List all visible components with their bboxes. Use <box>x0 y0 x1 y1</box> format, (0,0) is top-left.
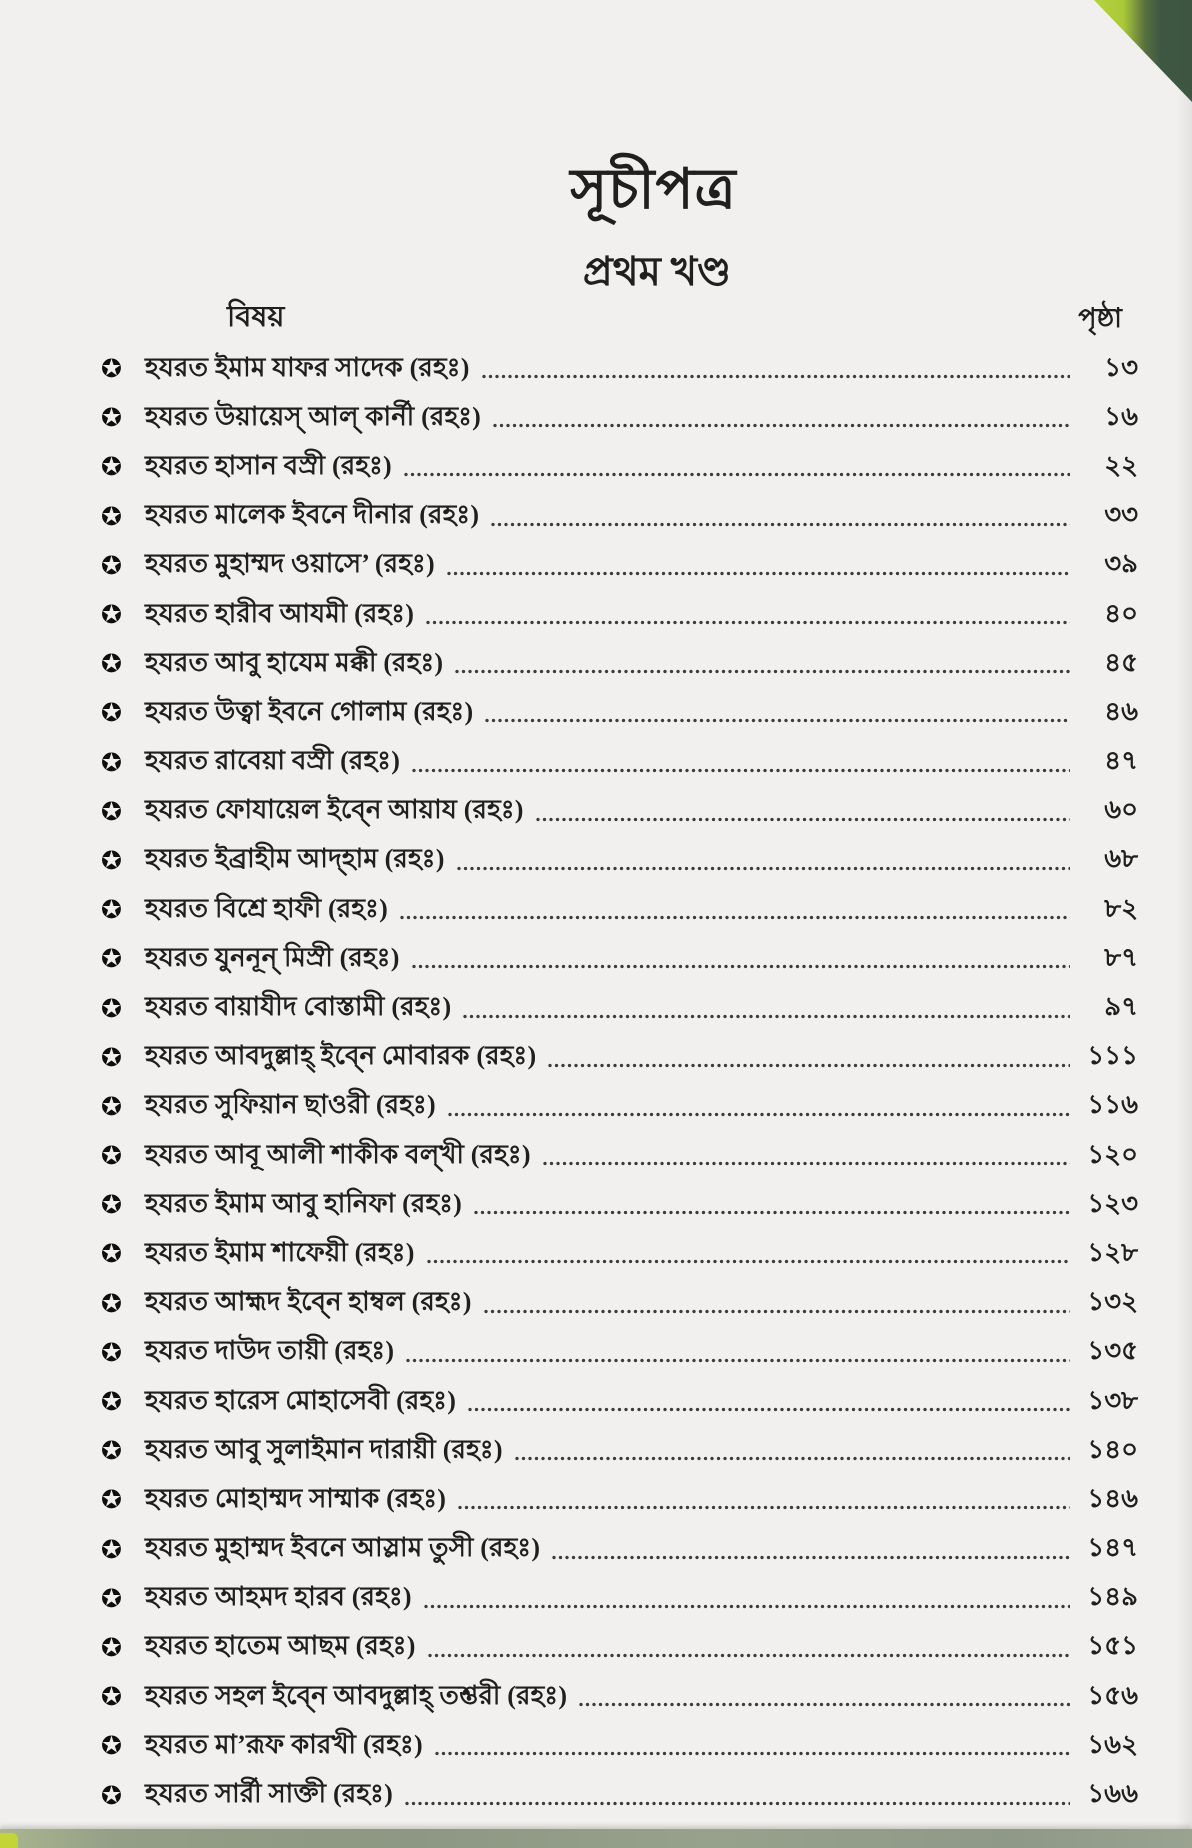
toc-entry-row <box>0 1426 1192 1475</box>
dotted-leader <box>548 1063 1070 1068</box>
dotted-leader <box>404 472 1070 477</box>
entry-page-number: ১৬২ <box>1087 1729 1138 1759</box>
toc-entry-row <box>0 836 1192 885</box>
star-bullet-icon: ✪ <box>101 1780 122 1810</box>
entry-page-number: ৪৭ <box>1104 746 1138 776</box>
star-bullet-icon: ✪ <box>101 1387 122 1417</box>
entry-title: হযরত মালেক ইবনে দীনার (রহঃ) <box>145 500 480 530</box>
dotted-leader <box>447 571 1070 576</box>
entry-page-number: ১১৬ <box>1087 1090 1138 1120</box>
entry-page-number: ১৫৬ <box>1087 1680 1138 1710</box>
star-bullet-icon: ✪ <box>101 1436 122 1466</box>
entry-page-number: ১৩২ <box>1087 1287 1138 1317</box>
entry-title: হযরত ইব্রাহীম আদ্হাম (রহঃ) <box>145 844 445 874</box>
dotted-leader <box>424 1604 1070 1609</box>
toc-entry-row <box>0 393 1192 442</box>
toc-entry-row <box>0 688 1192 737</box>
entry-title: হযরত হারীব আযমী (রহঃ) <box>145 598 415 628</box>
entry-title: হযরত সুফিয়ান ছাওরী (রহঃ) <box>145 1090 436 1120</box>
dotted-leader <box>412 768 1070 773</box>
dotted-leader <box>405 1801 1070 1806</box>
star-bullet-icon: ✪ <box>101 649 122 679</box>
star-bullet-icon: ✪ <box>101 747 122 777</box>
entry-title: হযরত দাউদ তায়ী (রহঃ) <box>145 1336 395 1366</box>
toc-entry-row <box>0 1131 1192 1180</box>
entry-page-number: ৪০ <box>1104 598 1138 628</box>
star-bullet-icon: ✪ <box>101 944 122 974</box>
toc-entry-row <box>0 492 1192 541</box>
dotted-leader <box>484 1309 1070 1314</box>
dotted-leader <box>493 423 1070 428</box>
star-bullet-icon: ✪ <box>101 1091 122 1121</box>
entry-title: হযরত যুননূন্ মিস্রী (রহঃ) <box>145 942 400 972</box>
dotted-leader <box>412 964 1070 969</box>
entry-page-number: ৪৬ <box>1104 696 1138 726</box>
dotted-leader <box>435 1751 1070 1756</box>
entry-title: হযরত ফোযায়েল ইব্নে আয়ায (রহঃ) <box>145 795 524 825</box>
entry-title: হযরত সার্রী সাক্তী (রহঃ) <box>145 1779 393 1809</box>
entry-title: হযরত উত্বা ইবনে গোলাম (রহঃ) <box>145 696 474 726</box>
star-bullet-icon: ✪ <box>101 993 122 1023</box>
entry-title: হযরত আবু সুলাইমান দারায়ী (রহঃ) <box>145 1434 503 1464</box>
entry-title: হযরত বায়াযীদ বোস্তামী (রহঃ) <box>145 992 452 1022</box>
entry-page-number: ৩৩ <box>1104 500 1138 530</box>
toc-entry-row <box>0 1672 1192 1721</box>
entry-page-number: ১৬৬ <box>1087 1779 1138 1809</box>
star-bullet-icon: ✪ <box>101 895 122 925</box>
entry-page-number: ১২৩ <box>1087 1188 1138 1218</box>
entry-title: হযরত উয়ায়েস্ আল্ কার্নী (রহঃ) <box>145 401 482 431</box>
entry-title: হযরত আবূ আলী শাকীক বল্খী (রহঃ) <box>145 1139 531 1169</box>
dotted-leader <box>448 1112 1070 1117</box>
entry-page-number: ১১১ <box>1087 1041 1138 1071</box>
star-bullet-icon: ✪ <box>101 1731 122 1761</box>
entry-page-number: ৯৭ <box>1104 992 1138 1022</box>
star-bullet-icon: ✪ <box>101 1141 122 1171</box>
entry-page-number: ১৪৬ <box>1087 1483 1138 1513</box>
entry-page-number: ২২ <box>1104 450 1138 480</box>
entry-page-number: ১২৮ <box>1087 1237 1138 1267</box>
toc-entry-row <box>0 1082 1192 1131</box>
toc-entry-row <box>0 1525 1192 1574</box>
entry-title: হযরত সহল ইব্নে আবদুল্লাহ্ তশ্তরী (রহঃ) <box>145 1680 568 1710</box>
dotted-leader <box>400 915 1070 920</box>
entry-page-number: ১৪৭ <box>1087 1533 1138 1563</box>
dotted-leader <box>536 817 1070 822</box>
entry-title: হযরত মা’রূফ কারখী (রহঃ) <box>145 1729 423 1759</box>
entry-page-number: ৬০ <box>1104 795 1138 825</box>
entry-title: হযরত বিশ্রে হাফী (রহঃ) <box>145 893 388 923</box>
star-bullet-icon: ✪ <box>101 1534 122 1564</box>
entry-title: হযরত হারেস মোহাসেবী (রহঃ) <box>145 1385 457 1415</box>
toc-entry-row <box>0 1377 1192 1426</box>
photo-background-corner-spot <box>0 1833 18 1848</box>
dotted-leader <box>491 522 1070 527</box>
dotted-leader <box>463 1014 1070 1019</box>
entry-title: হযরত ইমাম যাফর সাদেক (রহঃ) <box>145 352 470 382</box>
toc-entry-row <box>0 1623 1192 1672</box>
page-title: সূচীপত্র <box>570 159 737 221</box>
column-header-page: পৃষ্ঠা <box>1078 303 1122 333</box>
toc-entry-row <box>0 934 1192 983</box>
entry-title: হযরত মোহাম্মদ সাম্মাক (রহঃ) <box>145 1483 447 1513</box>
toc-entry-row <box>0 787 1192 836</box>
dotted-leader <box>458 1505 1070 1510</box>
entry-title: হযরত আহমদ হারব (রহঃ) <box>145 1582 412 1612</box>
entry-page-number: ১৬ <box>1104 401 1138 431</box>
star-bullet-icon: ✪ <box>101 1042 122 1072</box>
entry-page-number: ১২০ <box>1087 1139 1138 1169</box>
entry-title: হযরত হাতেম আছম (রহঃ) <box>145 1631 416 1661</box>
entry-page-number: ৮৭ <box>1104 942 1138 972</box>
star-bullet-icon: ✪ <box>101 1682 122 1712</box>
star-bullet-icon: ✪ <box>101 1632 122 1662</box>
entry-page-number: ১৪৯ <box>1087 1582 1138 1612</box>
toc-entry-row <box>0 1180 1192 1229</box>
star-bullet-icon: ✪ <box>101 1583 122 1613</box>
dotted-leader <box>428 1653 1070 1658</box>
toc-entry-row <box>0 1574 1192 1623</box>
entry-title: হযরত মুহাম্মদ ওয়াসে’ (রহঃ) <box>145 549 435 579</box>
dotted-leader <box>474 1210 1070 1215</box>
entry-title: হযরত মুহাম্মদ ইবনে আস্লাম তুসী (রহঃ) <box>145 1533 541 1563</box>
dotted-leader <box>426 620 1070 625</box>
entry-page-number: ৪৫ <box>1104 647 1138 677</box>
entry-page-number: ১৩৮ <box>1087 1385 1138 1415</box>
star-bullet-icon: ✪ <box>101 550 122 580</box>
entry-title: হযরত রাবেয়া বস্রী (রহঃ) <box>145 746 401 776</box>
entry-page-number: ৮২ <box>1104 893 1138 923</box>
star-bullet-icon: ✪ <box>101 452 122 482</box>
entry-page-number: ১৫১ <box>1087 1631 1138 1661</box>
dotted-leader <box>579 1702 1070 1707</box>
star-bullet-icon: ✪ <box>101 501 122 531</box>
column-header-subject: বিষয় <box>227 301 285 333</box>
toc-entry-row <box>0 344 1192 393</box>
entry-title: হযরত আহ্মদ ইব্নে হাম্বল (রহঃ) <box>145 1287 472 1317</box>
toc-entry-row <box>0 1770 1192 1819</box>
star-bullet-icon: ✪ <box>101 600 122 630</box>
dotted-leader <box>457 866 1070 871</box>
toc-entry-row <box>0 639 1192 688</box>
toc-entry-row <box>0 442 1192 491</box>
dotted-leader <box>552 1555 1070 1560</box>
star-bullet-icon: ✪ <box>101 354 122 384</box>
toc-entry-row <box>0 590 1192 639</box>
entry-title: হযরত হাসান বস্রী (রহঃ) <box>145 450 392 480</box>
entry-title: হযরত আবু হাযেম মক্কী (রহঃ) <box>145 647 444 677</box>
dotted-leader <box>455 669 1070 674</box>
entry-page-number: ৬৮ <box>1104 844 1138 874</box>
star-bullet-icon: ✪ <box>101 796 122 826</box>
entry-page-number: ১৩৫ <box>1087 1336 1138 1366</box>
dotted-leader <box>515 1456 1070 1461</box>
dotted-leader <box>482 374 1070 379</box>
toc-entry-row <box>0 1328 1192 1377</box>
toc-entry-row <box>0 1721 1192 1770</box>
entry-page-number: ৩৯ <box>1104 549 1138 579</box>
dotted-leader <box>543 1161 1070 1166</box>
entry-page-number: ১৪০ <box>1087 1434 1138 1464</box>
volume-subtitle: প্রথম খণ্ড <box>582 249 732 294</box>
toc-entry-row <box>0 541 1192 590</box>
dotted-leader <box>406 1358 1070 1363</box>
entry-title: হযরত ইমাম আবু হানিফা (রহঃ) <box>145 1188 463 1218</box>
star-bullet-icon: ✪ <box>101 845 122 875</box>
star-bullet-icon: ✪ <box>101 403 122 433</box>
entry-title: হযরত ইমাম শাফেয়ী (রহঃ) <box>145 1237 415 1267</box>
entry-page-number: ১৩ <box>1104 352 1138 382</box>
star-bullet-icon: ✪ <box>101 1190 122 1220</box>
toc-entry-row <box>0 885 1192 934</box>
toc-entry-row <box>0 1279 1192 1328</box>
dotted-leader <box>485 718 1070 723</box>
star-bullet-icon: ✪ <box>101 698 122 728</box>
toc-entry-row <box>0 983 1192 1032</box>
star-bullet-icon: ✪ <box>101 1337 122 1367</box>
star-bullet-icon: ✪ <box>101 1485 122 1515</box>
toc-entry-row <box>0 1475 1192 1524</box>
toc-entry-row <box>0 1229 1192 1278</box>
dotted-leader <box>427 1259 1070 1264</box>
entry-title: হযরত আবদুল্লাহ্ ইব্নে মোবারক (রহঃ) <box>145 1041 537 1071</box>
dotted-leader <box>468 1407 1070 1412</box>
toc-list <box>0 344 1192 1820</box>
star-bullet-icon: ✪ <box>101 1288 122 1318</box>
star-bullet-icon: ✪ <box>101 1239 122 1269</box>
photo-background-bottom <box>0 1829 1192 1848</box>
toc-entry-row <box>0 738 1192 787</box>
toc-entry-row <box>0 1033 1192 1082</box>
